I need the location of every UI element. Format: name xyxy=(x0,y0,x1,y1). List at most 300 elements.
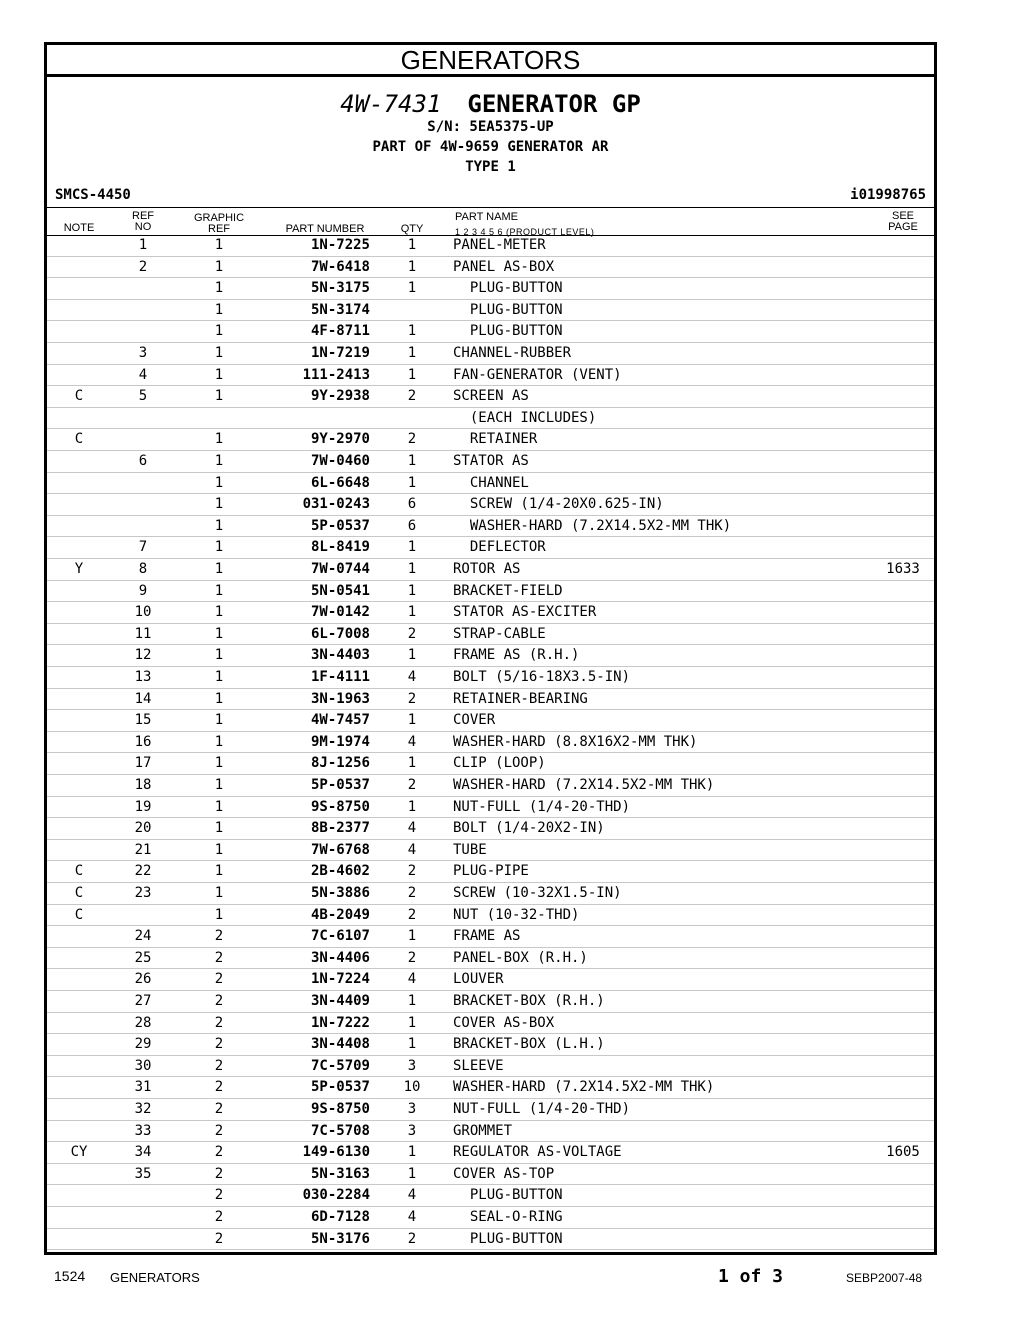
row-qty: 2 xyxy=(407,388,417,405)
serial-range: S/N: 5EA5375-UP xyxy=(427,119,554,135)
row-part-number: 6D-7128 xyxy=(310,1209,370,1225)
row-qty: 1 xyxy=(407,345,417,361)
row-graphic-ref: 1 xyxy=(214,841,224,858)
row-qty: 1 xyxy=(407,237,417,253)
col-ref-line2: NO xyxy=(134,221,152,233)
row-note: C xyxy=(74,885,84,901)
footer-page-number: 1524 xyxy=(54,1268,86,1284)
footer-section: GENERATORS xyxy=(110,1270,200,1285)
table-row xyxy=(47,321,934,343)
row-ref-no: 23 xyxy=(134,885,152,901)
table-row xyxy=(47,1099,934,1121)
table-row xyxy=(47,1207,934,1229)
row-graphic-ref: 2 xyxy=(214,1014,224,1031)
row-graphic-ref: 2 xyxy=(214,971,224,988)
row-graphic-ref: 1 xyxy=(214,885,224,901)
row-ref-no: 15 xyxy=(134,712,152,729)
row-part-number: 5P-0537 xyxy=(310,777,370,793)
section-title: GENERATORS xyxy=(47,45,934,77)
row-part-name: PLUG-BUTTON xyxy=(453,1187,563,1204)
row-qty: 1 xyxy=(407,712,417,729)
row-ref-no: 34 xyxy=(134,1144,152,1161)
col-product-level: 1 2 3 4 5 6 (PRODUCT LEVEL) xyxy=(455,227,595,237)
row-qty: 1 xyxy=(407,1144,417,1161)
row-qty: 3 xyxy=(407,1057,417,1074)
row-ref-no: 18 xyxy=(134,777,152,793)
row-ref-no: 1 xyxy=(138,237,148,253)
group-part-number: 4W-7431 xyxy=(340,90,442,118)
table-row xyxy=(47,732,934,754)
row-ref-no: 10 xyxy=(134,604,152,621)
table-row xyxy=(47,386,934,408)
row-ref-no: 31 xyxy=(134,1079,152,1096)
row-graphic-ref: 2 xyxy=(214,928,224,945)
row-note: C xyxy=(74,906,84,923)
table-row xyxy=(47,365,934,387)
row-part-name: BOLT (5/16-18X3.5-IN) xyxy=(453,669,631,685)
table-row xyxy=(47,429,934,451)
row-part-name: NUT-FULL (1/4-20-THD) xyxy=(453,798,631,815)
col-see-line1: SEE xyxy=(891,210,914,222)
row-ref-no: 17 xyxy=(134,755,152,772)
row-ref-no: 30 xyxy=(134,1057,152,1074)
row-part-number: 5N-3175 xyxy=(310,280,370,297)
row-part-name: FRAME AS xyxy=(453,928,521,945)
table-row xyxy=(47,473,934,495)
row-graphic-ref: 2 xyxy=(214,1036,224,1053)
row-see-page: 1605 xyxy=(886,1144,920,1161)
row-graphic-ref: 1 xyxy=(214,863,224,880)
row-graphic-ref: 1 xyxy=(214,561,224,577)
type-label: TYPE 1 xyxy=(465,159,516,175)
row-qty: 10 xyxy=(403,1079,421,1096)
row-part-number: 7W-6768 xyxy=(310,841,370,858)
col-graphic-line2: REF xyxy=(208,223,230,235)
row-graphic-ref: 1 xyxy=(214,323,224,340)
row-qty: 2 xyxy=(407,777,417,793)
row-qty: 2 xyxy=(407,885,417,901)
row-qty: 6 xyxy=(407,496,417,513)
row-part-number: 9Y-2938 xyxy=(310,388,370,405)
row-graphic-ref: 1 xyxy=(214,647,224,664)
row-part-name: SCREW (1/4-20X0.625-IN) xyxy=(453,496,664,513)
row-note: C xyxy=(74,863,84,880)
row-graphic-ref: 2 xyxy=(214,949,224,966)
row-qty: 1 xyxy=(407,366,417,383)
row-graphic-ref: 1 xyxy=(214,539,224,556)
table-row xyxy=(47,926,934,948)
row-note: C xyxy=(74,388,84,405)
row-ref-no: 21 xyxy=(134,841,152,858)
row-part-name: NUT-FULL (1/4-20-THD) xyxy=(453,1101,631,1117)
table-row xyxy=(47,818,934,840)
table-row xyxy=(47,1164,934,1186)
row-part-name: FAN-GENERATOR (VENT) xyxy=(453,366,622,383)
row-part-number: 9M-1974 xyxy=(310,733,370,750)
row-qty: 1 xyxy=(407,323,417,340)
row-part-name: LOUVER xyxy=(453,971,504,988)
footer-doc-id: SEBP2007-48 xyxy=(846,1271,923,1285)
row-part-name: BRACKET-FIELD xyxy=(453,582,563,599)
row-graphic-ref: 1 xyxy=(214,517,224,534)
row-part-name: REGULATOR AS-VOLTAGE xyxy=(453,1144,622,1161)
row-part-name: WASHER-HARD (7.2X14.5X2-MM THK) xyxy=(453,1079,715,1096)
row-qty: 1 xyxy=(407,1014,417,1031)
table-row xyxy=(47,408,934,430)
row-graphic-ref: 1 xyxy=(214,301,224,318)
row-part-name: COVER AS-BOX xyxy=(453,1014,555,1031)
row-part-name: (EACH INCLUDES) xyxy=(453,409,597,426)
row-part-name: COVER xyxy=(453,712,496,729)
row-part-name: PLUG-BUTTON xyxy=(453,280,563,297)
row-qty: 3 xyxy=(407,1101,417,1117)
row-qty: 2 xyxy=(407,949,417,966)
row-part-number: 1F-4111 xyxy=(310,669,370,685)
row-graphic-ref: 1 xyxy=(214,669,224,685)
row-part-number: 031-0243 xyxy=(302,496,370,513)
row-ref-no: 33 xyxy=(134,1122,152,1139)
col-see-line2: PAGE xyxy=(888,221,918,233)
row-graphic-ref: 1 xyxy=(214,388,224,405)
row-qty: 4 xyxy=(407,841,417,858)
row-part-number: 7W-6418 xyxy=(310,258,370,275)
row-ref-no: 27 xyxy=(134,993,152,1009)
row-part-number: 7C-5709 xyxy=(310,1057,370,1074)
row-part-name: FRAME AS (R.H.) xyxy=(453,647,580,664)
row-part-name: STRAP-CABLE xyxy=(453,625,546,642)
table-row xyxy=(47,645,934,667)
row-part-number: 5P-0537 xyxy=(310,517,370,534)
table-row xyxy=(47,861,934,883)
row-graphic-ref: 2 xyxy=(214,1101,224,1117)
table-row xyxy=(47,775,934,797)
row-ref-no: 13 xyxy=(134,669,152,685)
row-part-name: PANEL-BOX (R.H.) xyxy=(453,949,588,966)
table-row xyxy=(47,1142,934,1164)
row-qty: 2 xyxy=(407,625,417,642)
row-graphic-ref: 2 xyxy=(214,993,224,1009)
row-qty: 2 xyxy=(407,690,417,707)
row-part-name: PLUG-BUTTON xyxy=(453,323,563,340)
row-qty: 3 xyxy=(407,1122,417,1139)
row-part-number: 9Y-2970 xyxy=(310,431,370,448)
row-ref-no: 8 xyxy=(138,561,148,577)
row-graphic-ref: 2 xyxy=(214,1144,224,1161)
col-note: NOTE xyxy=(63,222,95,234)
row-part-name: CLIP (LOOP) xyxy=(453,755,546,772)
row-graphic-ref: 1 xyxy=(214,366,224,383)
row-qty: 1 xyxy=(407,582,417,599)
row-ref-no: 14 xyxy=(134,690,152,707)
row-part-name: PLUG-BUTTON xyxy=(453,1230,563,1247)
row-part-number: 4B-2049 xyxy=(310,906,370,923)
row-graphic-ref: 1 xyxy=(214,625,224,642)
row-part-name: WASHER-HARD (7.2X14.5X2-MM THK) xyxy=(453,517,732,534)
table-row xyxy=(47,753,934,775)
row-part-name: RETAINER xyxy=(453,431,538,448)
row-qty: 4 xyxy=(407,971,417,988)
col-graphic-ref xyxy=(187,213,251,235)
row-part-number: 5P-0537 xyxy=(310,1079,370,1096)
row-graphic-ref: 2 xyxy=(214,1122,224,1139)
row-qty: 4 xyxy=(407,733,417,750)
row-note: Y xyxy=(74,561,84,577)
row-part-number: 3N-4409 xyxy=(310,993,370,1009)
row-qty: 1 xyxy=(407,755,417,772)
row-part-number: 5N-3174 xyxy=(310,301,370,318)
row-see-page: 1633 xyxy=(886,561,920,577)
row-qty: 1 xyxy=(407,928,417,945)
footer-sheet: 1 of 3 xyxy=(718,1266,784,1287)
parts-list-frame xyxy=(44,42,937,1255)
table-row xyxy=(47,1013,934,1035)
row-part-number: 5N-3886 xyxy=(310,885,370,901)
row-part-name: SCREW (10-32X1.5-IN) xyxy=(453,885,622,901)
col-see-page xyxy=(877,211,929,233)
row-part-number: 149-6130 xyxy=(302,1144,370,1161)
row-part-number: 3N-4406 xyxy=(310,949,370,966)
row-ref-no: 20 xyxy=(134,820,152,837)
col-part-name: PART NAME xyxy=(455,211,518,223)
table-row xyxy=(47,710,934,732)
row-graphic-ref: 1 xyxy=(214,496,224,513)
row-ref-no: 24 xyxy=(134,928,152,945)
row-qty: 1 xyxy=(407,258,417,275)
table-row xyxy=(47,689,934,711)
row-part-name: PANEL AS-BOX xyxy=(453,258,555,275)
row-graphic-ref: 1 xyxy=(214,582,224,599)
table-row xyxy=(47,948,934,970)
row-qty: 6 xyxy=(407,517,417,534)
group-name: GENERATOR GP xyxy=(467,90,641,118)
row-part-number: 7C-6107 xyxy=(310,928,370,945)
col-part-number: PART NUMBER xyxy=(285,223,365,235)
table-row xyxy=(47,235,934,257)
row-part-name: ROTOR AS xyxy=(453,561,521,577)
table-row xyxy=(47,516,934,538)
row-graphic-ref: 1 xyxy=(214,474,224,491)
row-part-number: 3N-4408 xyxy=(310,1036,370,1053)
row-part-name: BRACKET-BOX (R.H.) xyxy=(453,993,605,1009)
row-graphic-ref: 1 xyxy=(214,712,224,729)
table-row xyxy=(47,1185,934,1207)
row-part-number: 1N-7222 xyxy=(310,1014,370,1031)
row-graphic-ref: 1 xyxy=(214,280,224,297)
row-graphic-ref: 1 xyxy=(214,690,224,707)
table-row xyxy=(47,278,934,300)
col-ref-no xyxy=(123,211,163,233)
table-row xyxy=(47,905,934,927)
row-part-number: 3N-4403 xyxy=(310,647,370,664)
row-graphic-ref: 2 xyxy=(214,1057,224,1074)
row-part-name: PANEL-METER xyxy=(453,237,546,253)
row-part-name: SEAL-O-RING xyxy=(453,1209,563,1225)
row-part-name: COVER AS-TOP xyxy=(453,1165,555,1182)
row-graphic-ref: 2 xyxy=(214,1187,224,1204)
row-qty: 1 xyxy=(407,474,417,491)
row-part-number: 1N-7219 xyxy=(310,345,370,361)
row-part-name: STATOR AS-EXCITER xyxy=(453,604,597,621)
row-ref-no: 9 xyxy=(138,582,148,599)
table-row xyxy=(47,257,934,279)
row-part-number: 8J-1256 xyxy=(310,755,370,772)
row-ref-no: 35 xyxy=(134,1165,152,1182)
illustration-id: i01998765 xyxy=(850,187,926,203)
row-graphic-ref: 1 xyxy=(214,237,224,253)
row-part-number: 9S-8750 xyxy=(310,1101,370,1117)
row-graphic-ref: 2 xyxy=(214,1165,224,1182)
row-ref-no: 12 xyxy=(134,647,152,664)
table-row xyxy=(47,624,934,646)
row-qty: 1 xyxy=(407,1036,417,1053)
row-part-number: 5N-3163 xyxy=(310,1165,370,1182)
row-part-name: CHANNEL xyxy=(453,474,529,491)
row-part-name: STATOR AS xyxy=(453,453,529,469)
part-of: PART OF 4W-9659 GENERATOR AR xyxy=(372,139,609,155)
row-part-number: 4F-8711 xyxy=(310,323,370,340)
row-qty: 1 xyxy=(407,453,417,469)
row-ref-no: 19 xyxy=(134,798,152,815)
row-qty: 2 xyxy=(407,431,417,448)
smcs-code: SMCS-4450 xyxy=(55,187,131,203)
table-row xyxy=(47,883,934,905)
row-part-name: BRACKET-BOX (L.H.) xyxy=(453,1036,605,1053)
row-qty: 1 xyxy=(407,798,417,815)
row-part-number: 4W-7457 xyxy=(310,712,370,729)
row-graphic-ref: 1 xyxy=(214,777,224,793)
row-graphic-ref: 1 xyxy=(214,345,224,361)
row-ref-no: 5 xyxy=(138,388,148,405)
row-ref-no: 4 xyxy=(138,366,148,383)
col-qty: QTY xyxy=(400,223,424,235)
table-row xyxy=(47,494,934,516)
row-part-name: PLUG-BUTTON xyxy=(453,301,563,318)
row-graphic-ref: 1 xyxy=(214,258,224,275)
row-qty: 4 xyxy=(407,1209,417,1225)
row-graphic-ref: 1 xyxy=(214,820,224,837)
row-qty: 4 xyxy=(407,820,417,837)
table-row xyxy=(47,840,934,862)
row-ref-no: 28 xyxy=(134,1014,152,1031)
row-qty: 1 xyxy=(407,561,417,577)
row-part-number: 030-2284 xyxy=(302,1187,370,1204)
table-row xyxy=(47,1229,934,1251)
row-ref-no: 2 xyxy=(138,258,148,275)
row-ref-no: 32 xyxy=(134,1101,152,1117)
row-qty: 2 xyxy=(407,1230,417,1247)
col-graphic-line1: GRAPHIC xyxy=(193,212,245,224)
row-graphic-ref: 2 xyxy=(214,1209,224,1225)
row-ref-no: 22 xyxy=(134,863,152,880)
row-ref-no: 29 xyxy=(134,1036,152,1053)
row-part-number: 111-2413 xyxy=(302,366,370,383)
table-row xyxy=(47,537,934,559)
row-part-name: WASHER-HARD (8.8X16X2-MM THK) xyxy=(453,733,698,750)
table-row xyxy=(47,1034,934,1056)
row-part-number: 1N-7224 xyxy=(310,971,370,988)
row-ref-no: 3 xyxy=(138,345,148,361)
col-ref-line1: REF xyxy=(132,210,154,222)
row-qty: 1 xyxy=(407,539,417,556)
row-qty: 4 xyxy=(407,669,417,685)
row-ref-no: 11 xyxy=(134,625,152,642)
row-part-number: 6L-6648 xyxy=(310,474,370,491)
row-part-name: NUT (10-32-THD) xyxy=(453,906,580,923)
row-part-number: 7W-0460 xyxy=(310,453,370,469)
header-divider xyxy=(47,207,934,208)
row-graphic-ref: 1 xyxy=(214,604,224,621)
table-row xyxy=(47,991,934,1013)
row-part-name: BOLT (1/4-20X2-IN) xyxy=(453,820,605,837)
row-qty: 1 xyxy=(407,647,417,664)
row-part-name: TUBE xyxy=(453,841,487,858)
table-row xyxy=(47,1077,934,1099)
table-row xyxy=(47,559,934,581)
table-row xyxy=(47,300,934,322)
row-note: CY xyxy=(70,1144,88,1161)
row-qty: 1 xyxy=(407,1165,417,1182)
row-part-number: 7W-0142 xyxy=(310,604,370,621)
row-qty: 1 xyxy=(407,604,417,621)
row-part-name: GROMMET xyxy=(453,1122,513,1139)
row-part-name: CHANNEL-RUBBER xyxy=(453,345,572,361)
row-graphic-ref: 1 xyxy=(214,755,224,772)
row-part-name: RETAINER-BEARING xyxy=(453,690,588,707)
row-ref-no: 6 xyxy=(138,453,148,469)
row-qty: 2 xyxy=(407,906,417,923)
row-part-number: 8B-2377 xyxy=(310,820,370,837)
row-part-number: 6L-7008 xyxy=(310,625,370,642)
row-graphic-ref: 1 xyxy=(214,798,224,815)
row-part-name: DEFLECTOR xyxy=(453,539,546,556)
table-row xyxy=(47,797,934,819)
row-part-name: WASHER-HARD (7.2X14.5X2-MM THK) xyxy=(453,777,715,793)
table-row xyxy=(47,667,934,689)
row-graphic-ref: 1 xyxy=(214,733,224,750)
table-row xyxy=(47,451,934,473)
row-part-number: 5N-3176 xyxy=(310,1230,370,1247)
row-part-number: 5N-0541 xyxy=(310,582,370,599)
row-part-number: 8L-8419 xyxy=(310,539,370,556)
row-graphic-ref: 1 xyxy=(214,906,224,923)
row-graphic-ref: 1 xyxy=(214,453,224,469)
row-graphic-ref: 1 xyxy=(214,431,224,448)
row-qty: 2 xyxy=(407,863,417,880)
row-part-number: 1N-7225 xyxy=(310,237,370,253)
row-part-name: SCREEN AS xyxy=(453,388,529,405)
row-part-number: 9S-8750 xyxy=(310,798,370,815)
row-graphic-ref: 2 xyxy=(214,1230,224,1247)
row-qty: 1 xyxy=(407,993,417,1009)
row-note: C xyxy=(74,431,84,448)
table-row xyxy=(47,602,934,624)
table-row xyxy=(47,1121,934,1143)
row-part-number: 3N-1963 xyxy=(310,690,370,707)
row-part-name: SLEEVE xyxy=(453,1057,504,1074)
table-row xyxy=(47,969,934,991)
row-part-number: 2B-4602 xyxy=(310,863,370,880)
row-qty: 1 xyxy=(407,280,417,297)
row-part-name: PLUG-PIPE xyxy=(453,863,529,880)
row-part-number: 7W-0744 xyxy=(310,561,370,577)
row-graphic-ref: 2 xyxy=(214,1079,224,1096)
row-part-number: 7C-5708 xyxy=(310,1122,370,1139)
table-row xyxy=(47,581,934,603)
row-ref-no: 16 xyxy=(134,733,152,750)
table-row xyxy=(47,343,934,365)
row-ref-no: 26 xyxy=(134,971,152,988)
row-ref-no: 25 xyxy=(134,949,152,966)
